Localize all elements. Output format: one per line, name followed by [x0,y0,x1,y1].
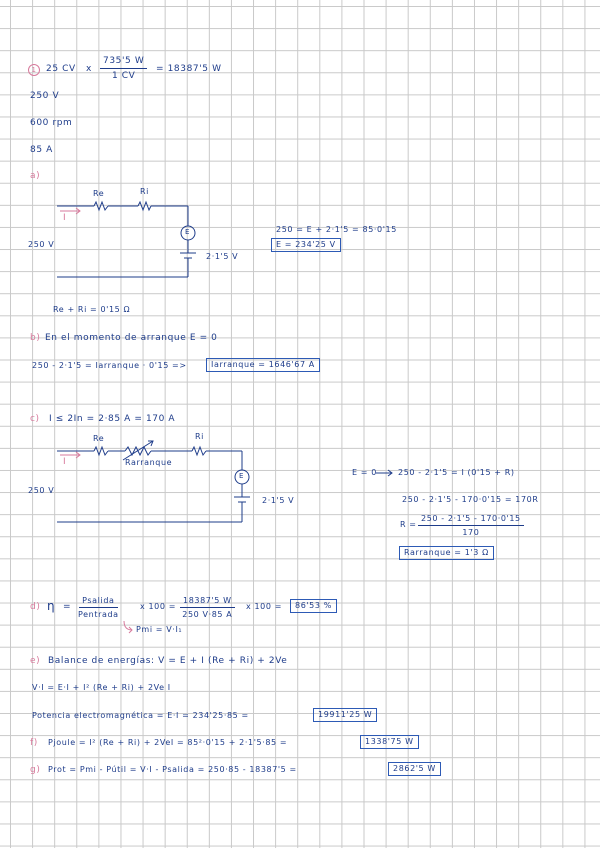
times-sign: x [86,64,92,74]
current-symbol: I [63,213,67,223]
fraction-denominator: Pentrada [78,610,119,619]
result-starting-resistance: Rarranque = 1'3 Ω [399,546,494,560]
starting-resistor-label: Rarranque [125,458,173,467]
fraction-denominator: 1 CV [111,71,136,81]
voltage-value: 250 V [30,91,60,101]
question-number-marker: 1 [28,64,40,76]
power-cv: 25 CV [46,64,76,74]
times-hundred: x 100 = [246,602,282,611]
energy-balance-title: Balance de energías: V = E + I (Re + Ri) + 2Ve [48,656,288,666]
supply-voltage-label: 250 V [28,486,55,495]
current-symbol: I [63,457,67,467]
result-joule-loss: 1338'75 W [360,735,419,749]
fraction-numerator: 735'5 W [100,56,147,69]
fraction-denominator: 250 V·85 A [182,610,233,619]
part-b-equation: 250 - 2·1'5 = Iarranque · 0'15 => [32,361,187,370]
resistance-sum: Re + Ri = 0'15 Ω [53,305,131,314]
mechanical-power-note: Pmi = V·I₁ [136,625,183,634]
joule-loss-equation: Pjoule = I² (Re + Ri) + 2VeI = 85²·0'15 + 2·1'5·85 = [48,738,288,747]
re-label: Re [93,434,105,443]
emf-symbol: E [239,472,245,480]
times-hundred: x 100 = [140,602,176,611]
part-c-text: I ≤ 2In = 2·85 A = 170 A [49,414,176,424]
result-rotational-loss: 2862'5 W [388,762,441,776]
part-a-label: a) [30,171,41,181]
equation-c1-left: E = 0 [352,468,377,477]
efficiency-symbol: η [47,599,56,613]
fraction-numerator: Psalida [79,596,117,608]
result-starting-current: Iarranque = 1646'67 A [206,358,320,372]
ri-label: Ri [195,432,204,441]
equals-sign: = [63,602,72,612]
ri-label: Ri [140,187,149,196]
result-efficiency: 86'53 % [290,599,337,613]
power-watts: = 18387'5 W [156,64,222,74]
electromagnetic-power-equation: Potencia electromagnética = E·I = 234'25·85 = [32,711,249,720]
fraction-numerator: 18387'5 W [180,596,235,608]
result-emf: E = 234'25 V [271,238,341,252]
emf-symbol: E [185,228,191,236]
supply-voltage-label: 250 V [28,240,55,249]
fraction-numerator: 250 - 2·1'5 - 170·0'15 [418,514,524,526]
part-c-label: c) [30,414,40,424]
result-electromagnetic-power: 19911'25 W [313,708,377,722]
re-label: Re [93,189,105,198]
part-b-text: En el momento de arranque E = 0 [45,333,218,343]
equation-a1: 250 = E + 2·1'5 = 85·0'15 [276,225,397,234]
part-e-label: e) [30,656,41,666]
r-label: R = [400,520,417,529]
equation-c2: 250 - 2·1'5 - 170·0'15 = 170R [402,495,539,504]
speed-value: 600 rpm [30,118,73,128]
part-g-label: g) [30,765,41,775]
brush-drop-label: 2·1'5 V [262,496,295,505]
part-b-label: b) [30,333,41,343]
fraction-denominator: 170 [462,528,480,537]
current-value: 85 A [30,145,53,155]
part-d-label: d) [30,602,41,612]
energy-balance-line2: V·I = E·I + I² (Re + Ri) + 2Ve I [32,683,171,692]
equation-c1-right: 250 - 2·1'5 = I (0'15 + R) [398,468,515,477]
part-f-label: f) [30,738,38,748]
brush-drop-label: 2·1'5 V [206,252,239,261]
rotational-loss-equation: Prot = Pmi - Pútil = V·I - Psalida = 250·85 - 18387'5 = [48,765,297,774]
